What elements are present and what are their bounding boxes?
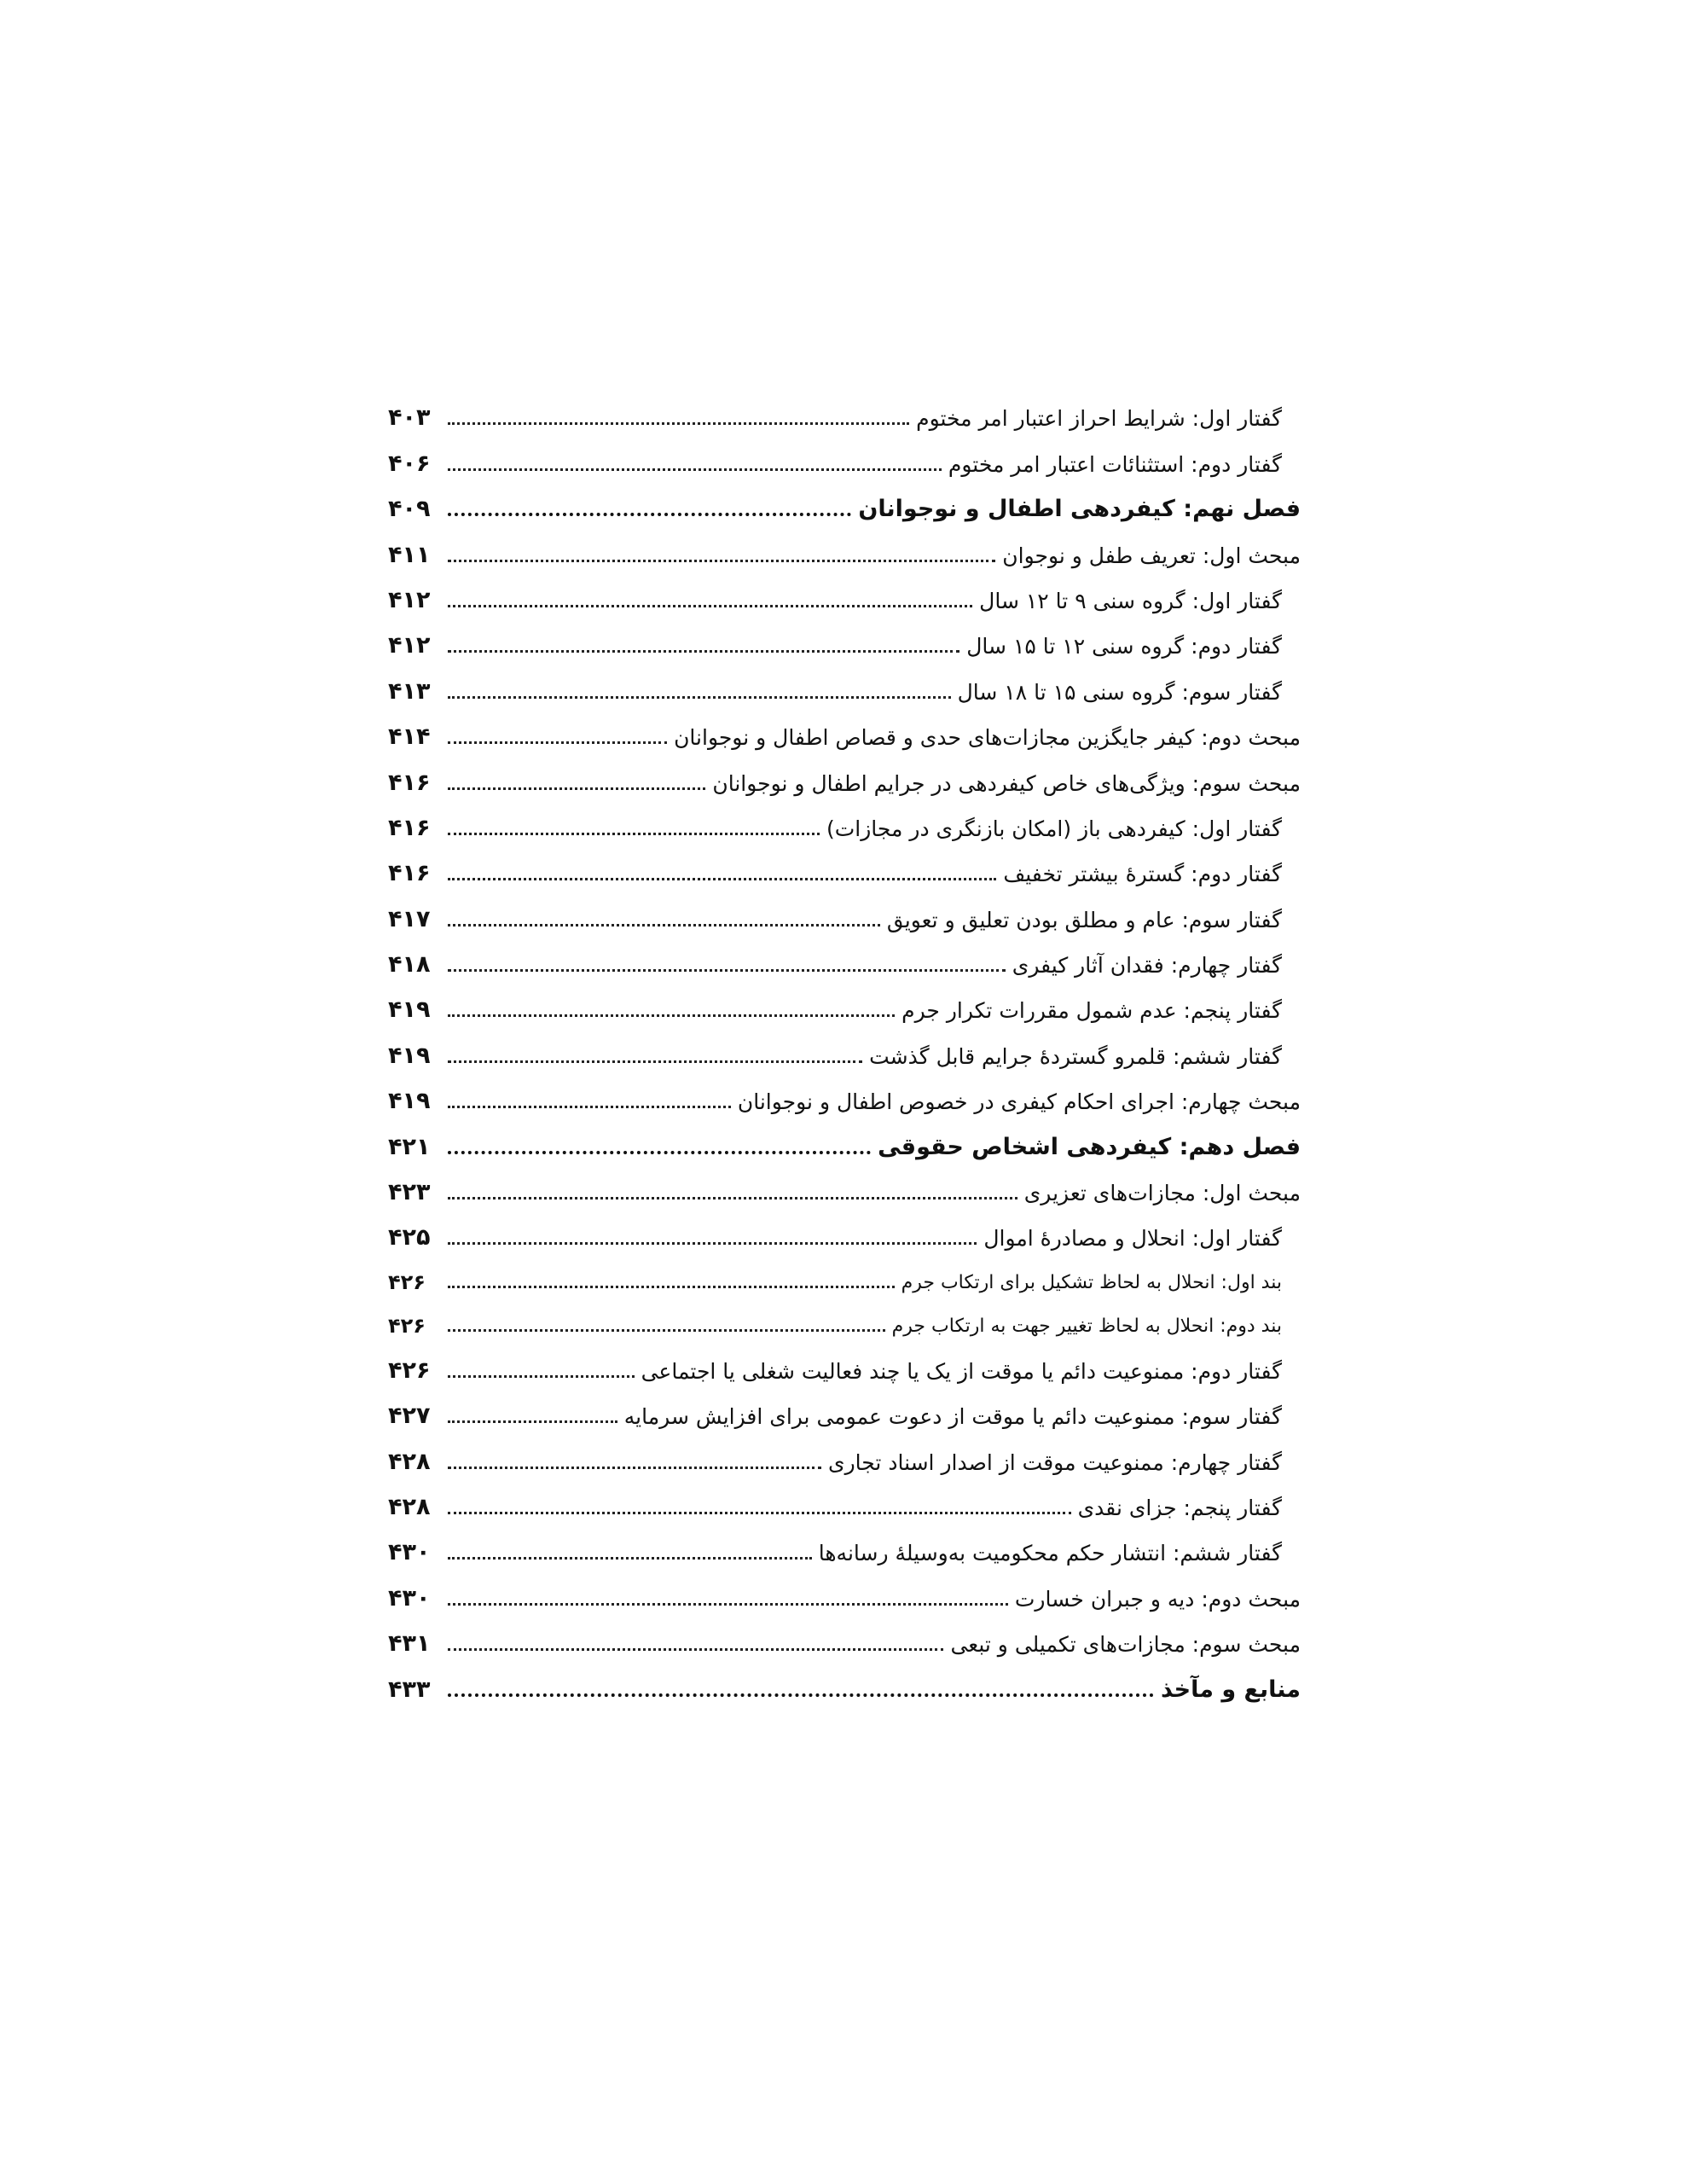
dot-leader [448,468,942,471]
toc-entry-title: فصل نهم: کیفردهی اطفال و نوجوانان [858,496,1301,523]
toc-section-entry [388,1572,1301,1618]
toc-entry-title: گفتار اول: انحلال و مصادرهٔ اموال [983,1226,1282,1252]
toc-entry-page-number: ۴۱۸ [388,951,431,979]
toc-entry-page-number: ۴۱۱ [388,541,431,568]
dot-leader [448,1648,943,1651]
toc-subsection-entry [388,1301,1301,1345]
toc-entry-title: بند اول: انحلال به لحاظ تشکیل برای ارتکاب جرم [901,1272,1282,1294]
toc-entry-title: گفتار ششم: قلمرو گستردهٔ جرایم قابل گذشت [869,1043,1282,1069]
dot-leader [448,1060,862,1063]
dot-leader [448,1151,871,1154]
toc-entry-page-number: ۴۳۰ [388,1539,431,1566]
toc-entry-page-number: ۴۱۷ [388,905,431,932]
toc-chapter-entry [388,1121,1301,1166]
toc-entry-page-number: ۴۲۶ [388,1270,426,1295]
toc-entry-page-number: ۴۲۶ [388,1356,431,1384]
toc-entry-page-number: ۴۱۲ [388,586,431,613]
toc-entry-page-number: ۴۱۶ [388,814,431,841]
toc-entry-title: گفتار اول: کیفردهی باز (امکان بازنگری در مجازات) [826,816,1282,841]
dot-leader [448,1693,1154,1697]
toc-entry-title: مبحث چهارم: اجرای احکام کیفری در خصوص اطفال و نوجوانان [737,1089,1301,1115]
toc-subsection-entry [388,620,1301,665]
toc-subsection-entry [388,1345,1301,1390]
toc-entry-page-number: ۴۲۵ [388,1224,431,1252]
toc-entry-title: گفتار پنجم: جزای نقدی [1077,1495,1282,1520]
dot-leader [448,1242,977,1245]
toc-subsection-entry [388,1436,1301,1481]
toc-entry-page-number: ۴۰۳ [388,404,431,432]
dot-leader [448,1467,821,1469]
dot-leader [448,1286,895,1288]
toc-entry-page-number: ۴۱۳ [388,677,431,705]
toc-entry-page-number: ۴۲۱ [388,1133,431,1160]
dot-leader [448,1420,617,1423]
dot-leader [448,1603,1008,1606]
toc-entry-title: گفتار دوم: گسترهٔ بیشتر تخفیف [1003,862,1282,887]
toc-entry-page-number: ۴۲۷ [388,1403,431,1430]
dot-leader [448,1557,812,1560]
toc-entry-title: گفتار چهارم: ممنوعیت موقت از اصدار اسناد تجاری [828,1449,1282,1475]
dot-leader [448,1512,1071,1514]
toc-entry-page-number: ۴۲۳ [388,1179,431,1206]
toc-entry-page-number: ۴۱۹ [388,996,431,1024]
toc-subsection-entry [388,1482,1301,1527]
toc-entry-page-number: ۴۱۶ [388,769,431,796]
toc-subsection-entry [388,1527,1301,1572]
toc-subsection-entry [388,1212,1301,1258]
toc-entry-title: گفتار ششم: انتشار حکم محکومیت به‌وسیلهٔ رسانه‌ها [818,1541,1282,1566]
toc-section-entry [388,712,1301,757]
toc-entry-page-number: ۴۱۶ [388,860,431,887]
toc-entry-page-number: ۴۱۴ [388,723,431,751]
toc-entry-title: گفتار سوم: ممنوعیت دائم یا موقت از دعوت عمومی برای افزایش سرمایه [623,1404,1282,1430]
toc-subsection-entry [388,575,1301,620]
toc-entry-page-number: ۴۳۱ [388,1630,431,1658]
toc-entry-title: مبحث اول: مجازات‌های تعزیری [1023,1181,1301,1206]
toc-subsection-entry [388,665,1301,711]
toc-entry-title: گفتار دوم: استثنائات اعتبار امر مختوم [948,451,1282,477]
toc-entry-title: گفتار سوم: گروه سنی ۱۵ تا ۱۸ سال [957,679,1282,705]
toc-section-entry [388,1076,1301,1121]
dot-leader [448,1106,731,1108]
toc-entry-page-number: ۴۳۳ [388,1676,431,1703]
dot-leader [448,787,705,790]
dot-leader [448,422,909,425]
toc-subsection-entry [388,1030,1301,1075]
dot-leader [448,560,995,562]
toc-section-entry [388,1167,1301,1212]
toc-subsection-entry [388,803,1301,848]
toc-entry-title: مبحث سوم: ویژگی‌های خاص کیفردهی در جرایم اطفال و نوجوانان [712,770,1301,796]
toc-section-entry [388,757,1301,802]
toc-entry-title: گفتار دوم: گروه سنی ۱۲ تا ۱۵ سال [966,634,1282,659]
toc-chapter-entry [388,1664,1301,1709]
toc-subsection-entry [388,985,1301,1030]
toc-entry-page-number: ۴۲۶ [388,1314,426,1339]
dot-leader [448,1197,1017,1199]
toc-subsection-entry [388,939,1301,985]
dot-leader [448,924,880,926]
toc-entry-page-number: ۴۰۶ [388,450,431,477]
toc-subsection-entry [388,438,1301,483]
toc-entry-page-number: ۴۱۹ [388,1042,431,1069]
toc-subsection-entry [388,392,1301,438]
dot-leader [448,969,1006,972]
toc-entry-page-number: ۴۰۹ [388,496,431,523]
toc-section-entry [388,1618,1301,1664]
toc-entry-title: مبحث دوم: دیه و جبران خسارت [1014,1586,1301,1612]
toc-entry-page-number: ۴۱۲ [388,632,431,659]
toc-entry-title: گفتار اول: شرایط احراز اعتبار امر مختوم [916,406,1282,432]
toc-entry-title: مبحث دوم: کیفر جایگزین مجازات‌های حدی و قصاص اطفال و نوجوانان [674,725,1301,751]
toc-entry-title: گفتار چهارم: فقدان آثار کیفری [1012,953,1282,979]
toc-entry-page-number: ۴۳۰ [388,1584,431,1612]
toc-entry-title: گفتار دوم: ممنوعیت دائم یا موقت از یک یا چند فعالیت شغلی یا اجتماعی [641,1358,1282,1384]
toc-subsection-entry [388,848,1301,893]
toc-entry-page-number: ۴۲۸ [388,1493,431,1520]
toc-entry-title: منابع و مآخذ [1161,1676,1301,1703]
toc-entry-title: فصل دهم: کیفردهی اشخاص حقوقی [878,1133,1301,1160]
dot-leader [448,878,996,880]
dot-leader [448,605,972,607]
dot-leader [448,1014,895,1017]
dot-leader [448,513,851,516]
toc-entry-title: گفتار اول: گروه سنی ۹ تا ۱۲ سال [979,588,1282,613]
dot-leader [448,833,820,835]
dot-leader [448,741,667,744]
toc-subsection-entry [388,1258,1301,1301]
dot-leader [448,1375,635,1378]
toc-subsection-entry [388,1391,1301,1436]
toc-subsection-entry [388,893,1301,938]
toc-entry-title: مبحث اول: تعریف طفل و نوجوان [1002,543,1301,568]
toc-section-entry [388,529,1301,574]
toc-chapter-entry [388,484,1301,529]
dot-leader [448,696,951,699]
toc-entry-title: مبحث سوم: مجازات‌های تکمیلی و تبعی [950,1632,1301,1658]
toc-entry-title: گفتار سوم: عام و مطلق بودن تعلیق و تعویق [886,907,1282,932]
toc-entry-page-number: ۴۲۸ [388,1448,431,1475]
toc-entry-title: بند دوم: انحلال به لحاظ تغییر جهت به ارتکاب جرم [891,1316,1282,1338]
dot-leader [448,1329,885,1332]
table-of-contents [388,392,1301,1710]
toc-entry-title: گفتار پنجم: عدم شمول مقررات تکرار جرم [901,998,1282,1024]
toc-entry-page-number: ۴۱۹ [388,1088,431,1115]
dot-leader [448,650,959,653]
